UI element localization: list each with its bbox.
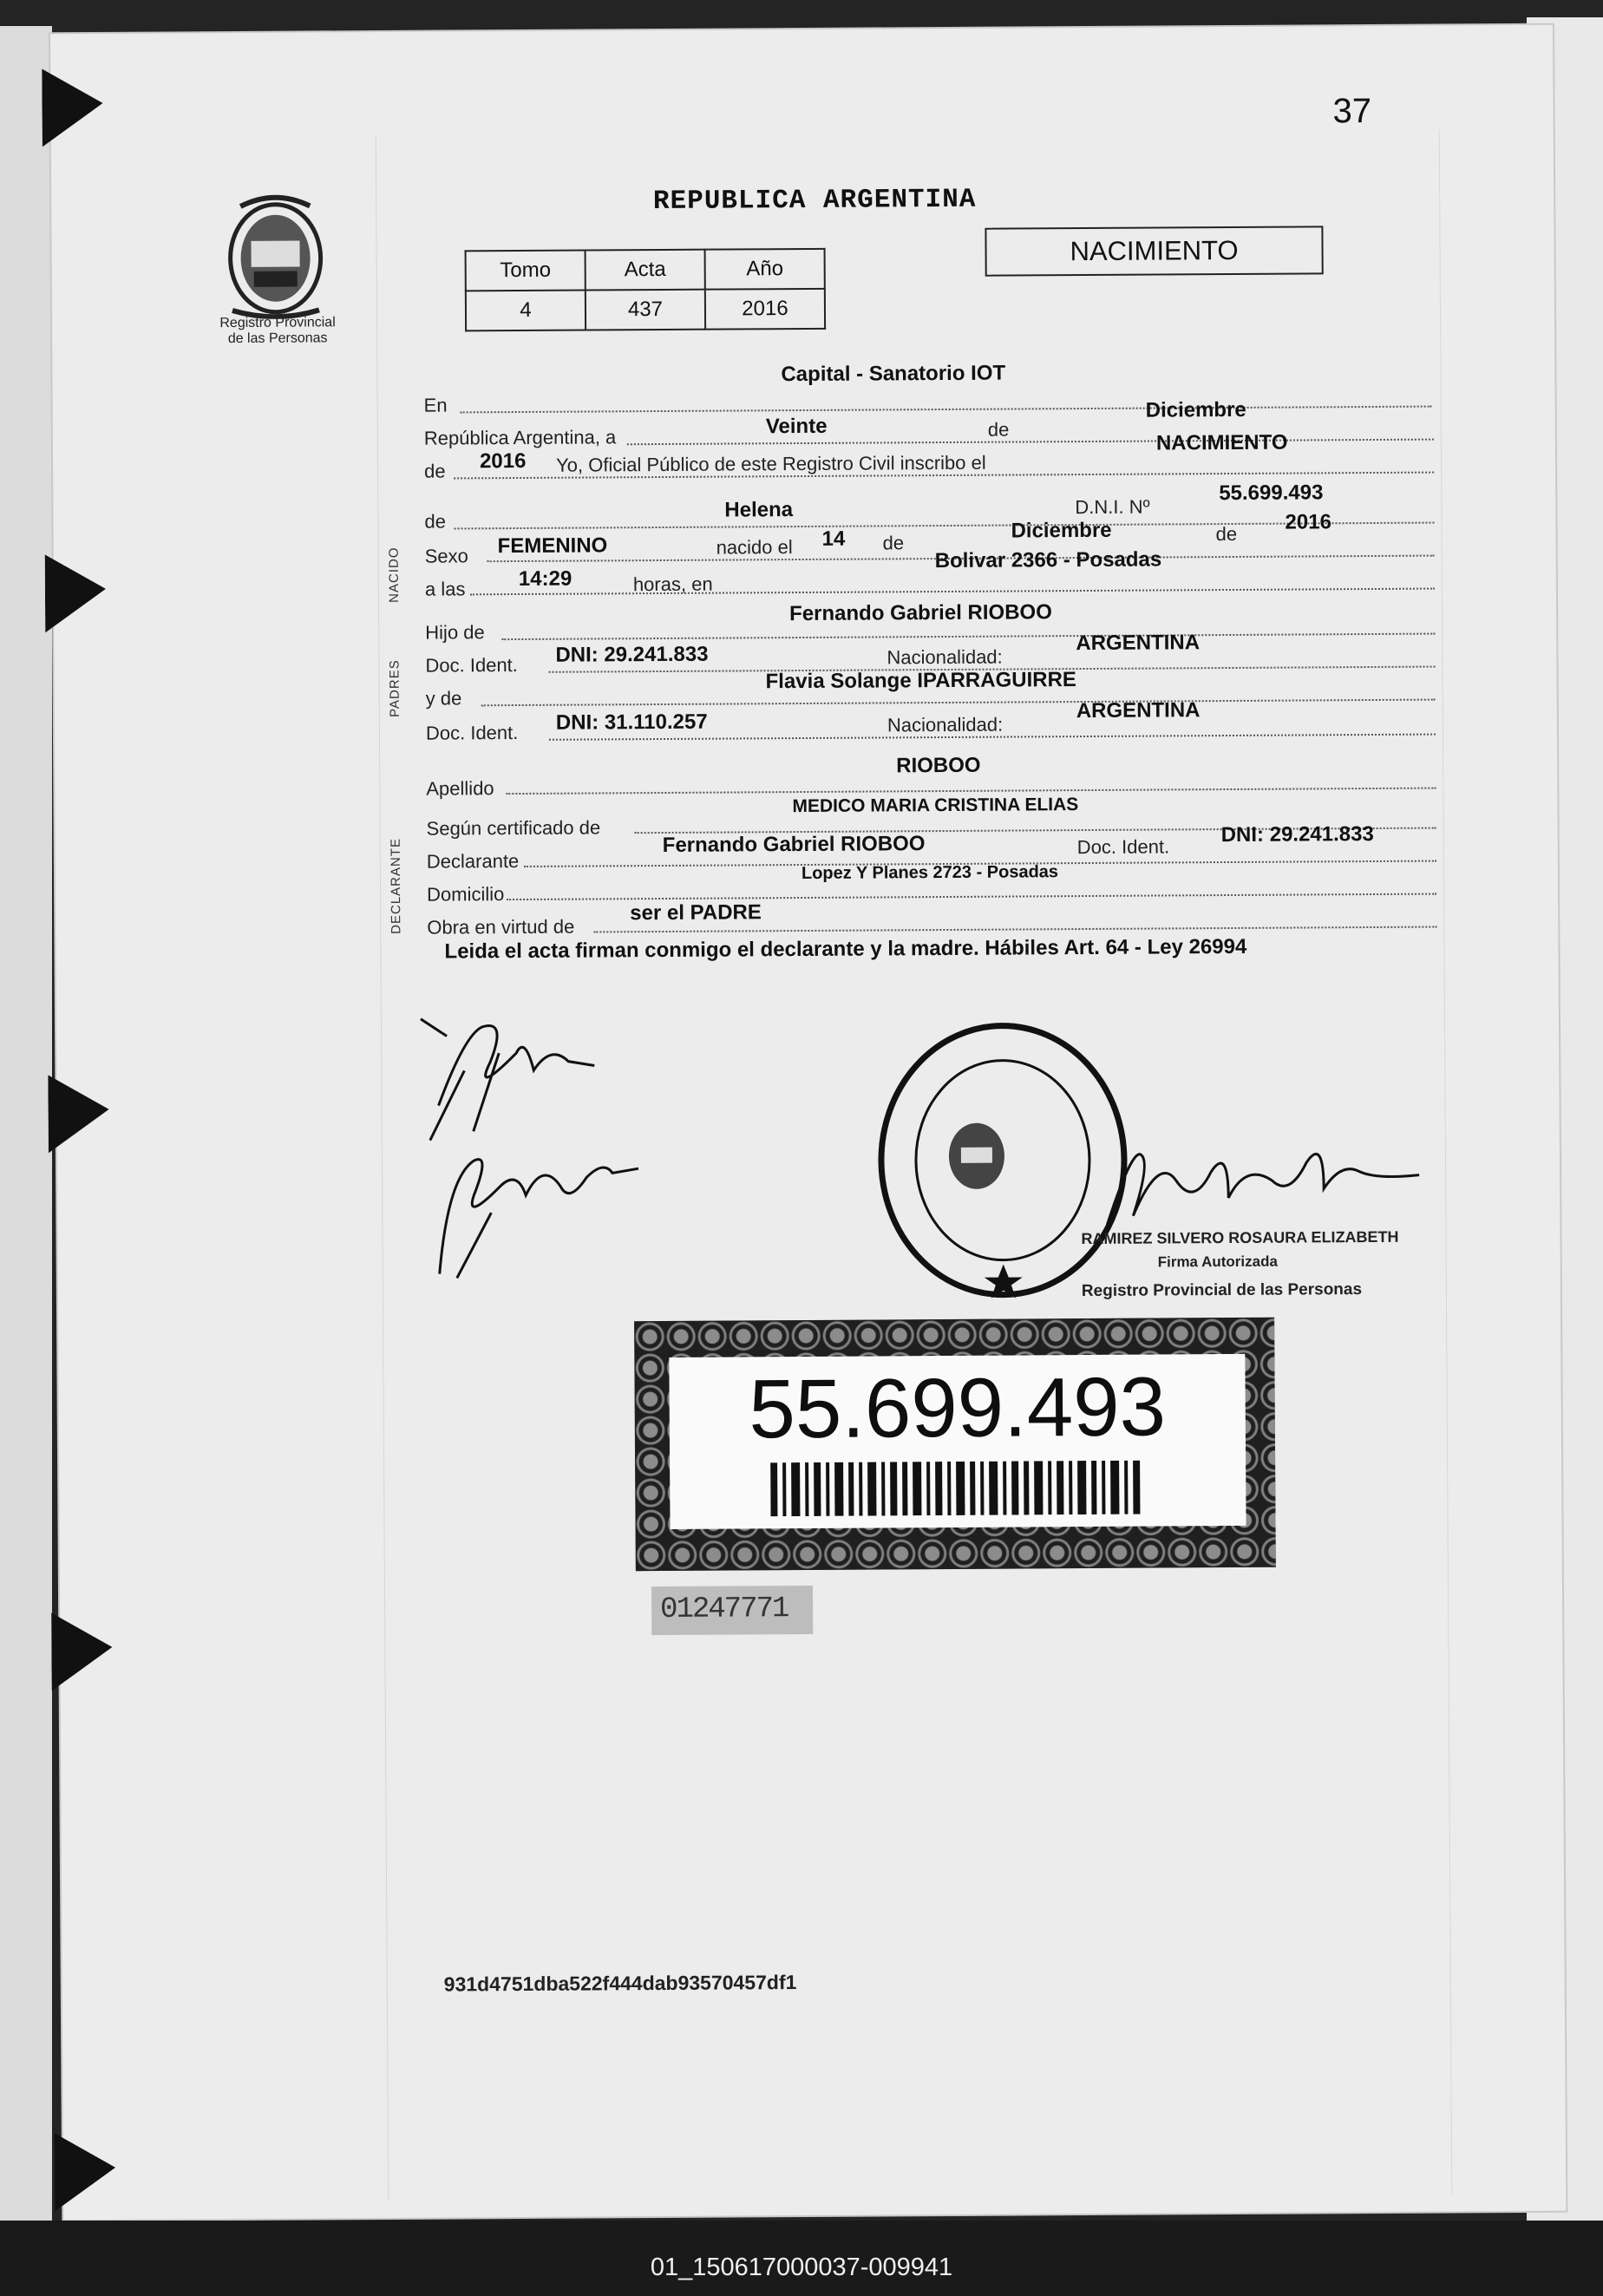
- inscribo-value: NACIMIENTO: [1155, 430, 1288, 455]
- horas-label: horas, en: [632, 572, 713, 596]
- father-nat-value: ARGENTINA: [1076, 631, 1201, 656]
- declarante-doc-label: Doc. Ident.: [1076, 835, 1170, 859]
- declarante-dni-value: DNI: 29.241.833: [1220, 821, 1374, 847]
- document-hash: 931d4751dba522f444dab93570457df1: [443, 1971, 797, 1996]
- serial-box: [651, 1586, 813, 1635]
- certificado-value: MEDICO MARIA CRISTINA ELIAS: [792, 795, 1079, 817]
- acta-header: Acta: [586, 250, 705, 291]
- anio-value: 2016: [705, 289, 825, 330]
- certificate-sheet: [50, 25, 1566, 2221]
- birth-de-label: de: [882, 532, 905, 554]
- tomo-header: Tomo: [466, 251, 586, 291]
- hijo-label: Hijo de: [425, 621, 485, 644]
- signatory-role: Firma Autorizada: [1157, 1253, 1278, 1271]
- nacido-side-label: NACIDO: [386, 546, 402, 603]
- y-de-label: y de: [425, 687, 462, 710]
- mother-signature: [422, 1125, 648, 1283]
- birth-year-value: 2016: [1285, 510, 1331, 534]
- nacido-label: nacido el: [716, 536, 793, 559]
- nacionalidad-label: Nacionalidad:: [887, 645, 1003, 669]
- provincial-emblem-icon: [214, 188, 337, 319]
- margin-line-right: [1439, 130, 1453, 2195]
- declarante-label: Declarante: [426, 850, 520, 873]
- emblem-caption-line: de las Personas: [227, 330, 328, 347]
- domicilio-value: Lopez Y Planes 2723 - Posadas: [801, 862, 1059, 884]
- padres-side-label: PADRES: [387, 659, 402, 717]
- year-prefix: de: [424, 460, 446, 482]
- dni-label: D.N.I. Nº: [1075, 495, 1150, 519]
- declarante-value: Fernando Gabriel RIOBOO: [662, 832, 926, 857]
- signatory-name: RAMIREZ SILVERO ROSAURA ELIZABETH: [1081, 1227, 1399, 1248]
- day-value: Veinte: [765, 414, 828, 439]
- dotted-line: [470, 588, 1435, 596]
- place-value: Bolivar 2366 - Posadas: [934, 547, 1162, 573]
- barcode-icon: [770, 1461, 1145, 1517]
- time-value: 14:29: [518, 566, 572, 592]
- binding-mark-icon: [55, 2133, 116, 2211]
- sexo-label: Sexo: [424, 545, 468, 567]
- emblem-caption-line: Registro Provincial: [219, 315, 336, 331]
- oficial-text: Yo, Oficial Público de este Registro Civil inscribo el: [555, 451, 986, 476]
- identity-number-label: [634, 1318, 1276, 1572]
- republica-label: República Argentina, a: [423, 426, 617, 449]
- certificado-label: Según certificado de: [426, 816, 601, 840]
- de-name-label: de: [424, 510, 447, 533]
- year-value: 2016: [479, 448, 527, 474]
- mother-dni-value: DNI: 31.110.257: [555, 710, 708, 735]
- margin-line: [376, 136, 389, 2201]
- dotted-line: [593, 926, 1436, 933]
- month-value: Diciembre: [1145, 397, 1246, 422]
- en-label: En: [423, 394, 448, 416]
- anio-header: Año: [705, 249, 825, 290]
- declarante-side-label: DECLARANTE: [388, 837, 404, 934]
- father-dni-value: DNI: 29.241.833: [555, 642, 709, 667]
- dni-value: 55.699.493: [1219, 481, 1324, 506]
- father-value: Fernando Gabriel RIOBOO: [789, 600, 1052, 626]
- closing-statement: Leida el acta firman conmigo el declarante y la madre. Hábiles Art. 64 - Ley 26994: [444, 934, 1247, 964]
- child-name-value: Helena: [724, 498, 794, 522]
- de-label: de: [987, 418, 1010, 441]
- dotted-line: [461, 406, 1432, 414]
- dotted-line: [507, 893, 1436, 901]
- doc-ident-label: Doc. Ident.: [425, 654, 518, 677]
- domicilio-label: Domicilio: [427, 883, 505, 906]
- emblem-caption: [191, 315, 364, 347]
- label-number: 55.699.493: [749, 1360, 1167, 1456]
- sexo-value: FEMENINO: [497, 533, 608, 559]
- acta-value: 437: [586, 290, 705, 330]
- page-number: 37: [1332, 91, 1372, 131]
- signatory-office: Registro Provincial de las Personas: [1081, 1280, 1363, 1301]
- birth-day-value: 14: [821, 527, 846, 551]
- mother-value: Flavia Solange IPARRAGUIRRE: [765, 668, 1076, 694]
- mother-nat-value: ARGENTINA: [1076, 698, 1201, 723]
- serial-number: 01247771: [660, 1593, 788, 1627]
- tomo-value: 4: [466, 291, 586, 331]
- file-caption: 01_150617000037-009941: [650, 2253, 953, 2281]
- page-title: REPUBLICA ARGENTINA: [652, 184, 977, 218]
- apellido-label: Apellido: [426, 777, 494, 800]
- registry-table: [465, 248, 827, 332]
- en-value: Capital - Sanatorio IOT: [781, 361, 1006, 387]
- obra-value: ser el PADRE: [630, 900, 762, 926]
- nacionalidad-label: Nacionalidad:: [887, 713, 1004, 736]
- dotted-line: [627, 439, 1434, 446]
- birth-month-value: Diciembre: [1011, 518, 1112, 543]
- dotted-line: [481, 699, 1436, 707]
- act-type-box: NACIMIENTO: [985, 226, 1323, 276]
- label-white-area: [669, 1354, 1246, 1529]
- apellido-value: RIOBOO: [896, 753, 981, 778]
- obra-label: Obra en virtud de: [427, 915, 575, 939]
- dotted-line: [501, 633, 1435, 641]
- a-las-label: a las: [424, 578, 466, 600]
- binding-mark-icon: [51, 1612, 113, 1691]
- doc-ident-label: Doc. Ident.: [425, 722, 519, 744]
- dotted-line: [506, 788, 1436, 795]
- birth-de2-label: de: [1215, 522, 1238, 546]
- binding-mark-icon: [48, 1075, 109, 1153]
- binding-mark-icon: [45, 554, 107, 632]
- binding-mark-icon: [42, 69, 103, 147]
- book-page-edge-left: [0, 26, 52, 2247]
